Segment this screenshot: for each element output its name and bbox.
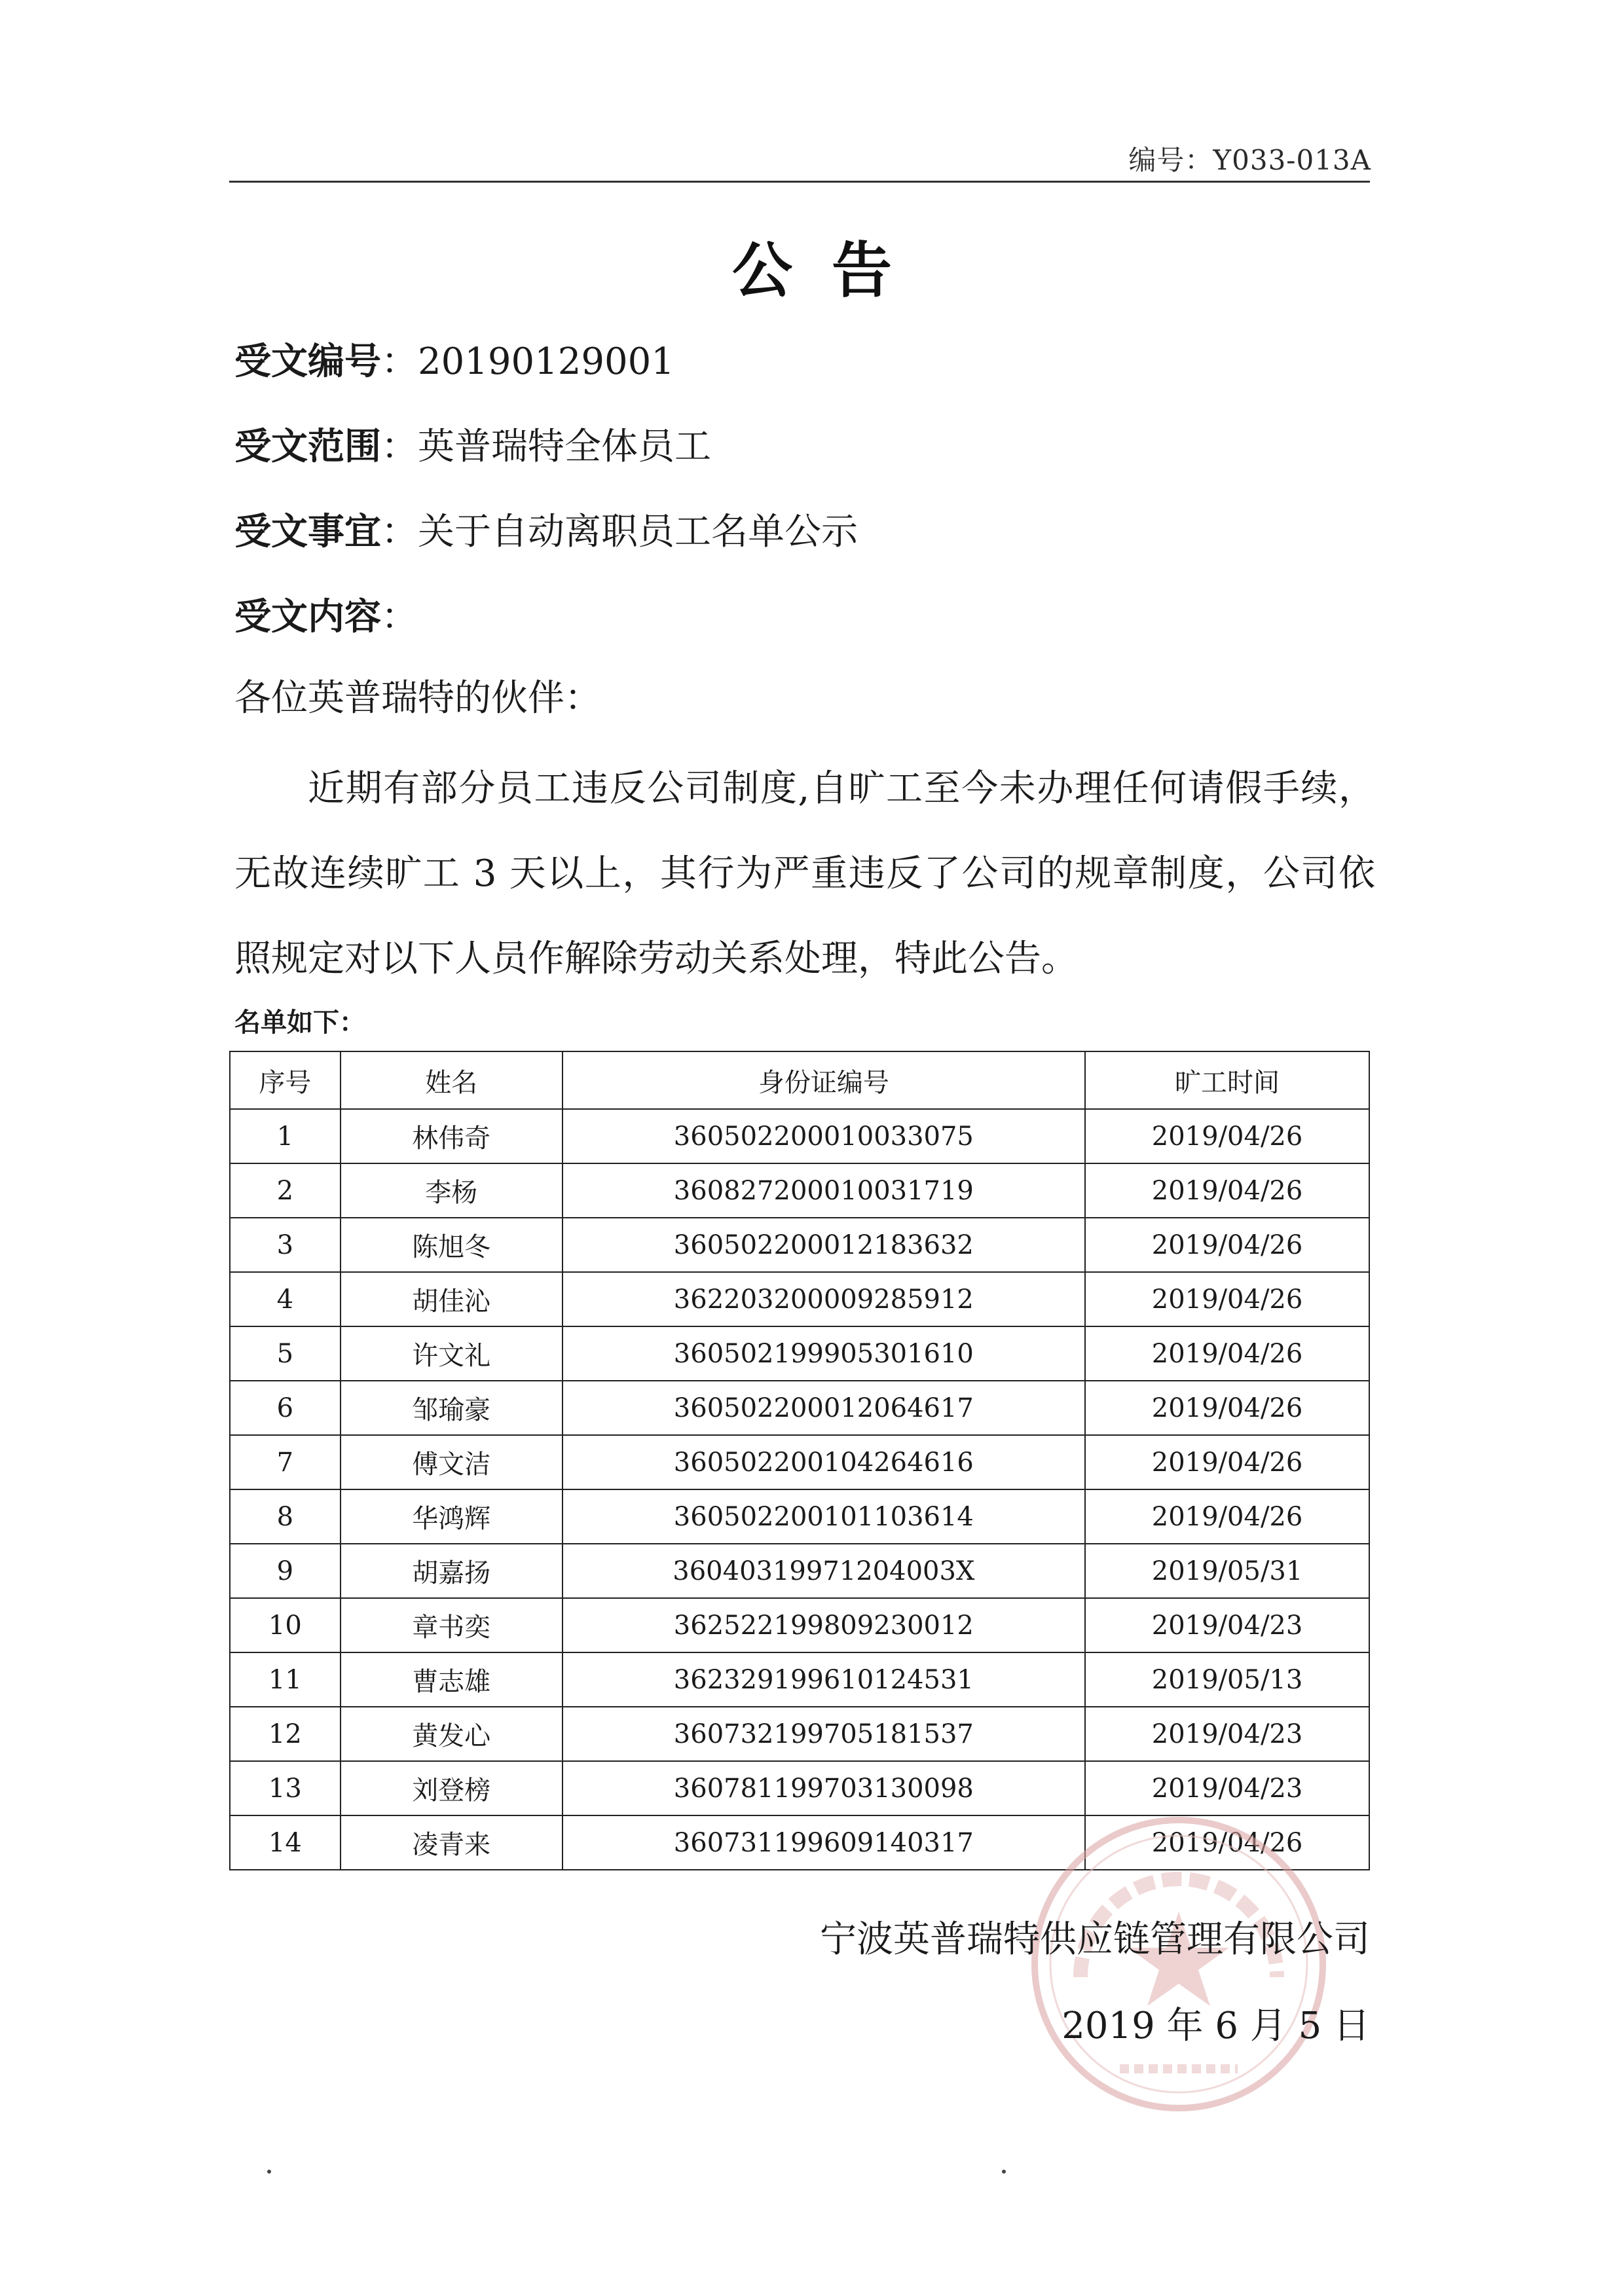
scan-dot [267,2170,271,2174]
cell-index: 2 [230,1163,341,1218]
table-row [230,1652,1369,1707]
cell-index: 6 [230,1381,341,1435]
table-row [230,1272,1369,1326]
cell-index: 4 [230,1272,341,1326]
table-row [230,1218,1369,1272]
cell-id-number: 360732199705181537 [563,1707,1085,1761]
content-field [234,588,418,640]
table-row [230,1381,1369,1435]
scope-label: 受文范围 ： [234,426,418,468]
cell-index: 14 [230,1815,341,1870]
cell-index: 5 [230,1326,341,1381]
table-row [230,1163,1369,1218]
cell-absence-date: 2019/05/13 [1085,1652,1369,1707]
cell-id-number: 360731199609140317 [563,1815,1085,1870]
cell-name: 陈旭冬 [341,1218,563,1272]
cell-id-number: 360827200010031719 [563,1163,1085,1218]
table-header-row [230,1051,1369,1109]
subject-label: 受文事宜 ： [234,511,418,553]
cell-name: 傅文洁 [341,1435,563,1489]
cell-absence-date: 2019/04/26 [1085,1272,1369,1326]
cell-absence-date: 2019/04/26 [1085,1815,1369,1870]
header-id-number: 身份证编号 [563,1051,1085,1109]
document-number: 编号：Y033-013A [1128,144,1371,176]
cell-absence-date: 2019/04/23 [1085,1598,1369,1652]
cell-name: 刘登榜 [341,1761,563,1815]
cell-id-number: 362329199610124531 [563,1652,1085,1707]
issue-date: 2019 年 6 月 5 日 [1061,2005,1370,2047]
table-row [230,1435,1369,1489]
cell-absence-date: 2019/04/26 [1085,1489,1369,1544]
cell-index: 10 [230,1598,341,1652]
cell-absence-date: 2019/04/26 [1085,1435,1369,1489]
cell-name: 许文礼 [341,1326,563,1381]
cell-absence-date: 2019/04/23 [1085,1707,1369,1761]
cell-absence-date: 2019/04/26 [1085,1109,1369,1163]
table-row [230,1109,1369,1163]
list-label: 名单如下： [234,1008,365,1038]
cell-id-number: 362522199809230012 [563,1598,1085,1652]
cell-id-number: 362203200009285912 [563,1272,1085,1326]
company-seal-icon [1022,1807,1336,2121]
greeting: 各位英普瑞特的伙伴： [234,677,601,720]
cell-index: 12 [230,1707,341,1761]
cell-id-number: 360502200012064617 [563,1381,1085,1435]
page-title: 公告 [731,236,931,306]
subject-field [234,503,858,555]
doc-no-value: 20190129001 [418,340,674,383]
table-row [230,1598,1369,1652]
table-row [230,1326,1369,1381]
cell-index: 3 [230,1218,341,1272]
company-name: 宁波英普瑞特供应链管理有限公司 [820,1918,1370,1961]
doc-no-label: 受文编号 ： [234,340,418,383]
scope-value: 英普瑞特全体员工 [418,426,711,468]
cell-index: 8 [230,1489,341,1544]
cell-absence-date: 2019/04/26 [1085,1163,1369,1218]
cell-absence-date: 2019/04/26 [1085,1218,1369,1272]
cell-id-number: 360781199703130098 [563,1761,1085,1815]
table-row [230,1707,1369,1761]
table-row [230,1489,1369,1544]
cell-name: 华鸿辉 [341,1489,563,1544]
subject-value: 关于自动离职员工名单公示 [418,511,858,553]
header-name: 姓名 [341,1051,563,1109]
cell-id-number: 360502199905301610 [563,1326,1085,1381]
cell-name: 胡佳沁 [341,1272,563,1326]
cell-name: 李杨 [341,1163,563,1218]
scope-field [234,418,711,470]
cell-absence-date: 2019/04/26 [1085,1381,1369,1435]
doc-no-field [234,333,674,385]
scan-dot [1002,2170,1006,2174]
cell-id-number: 360502200010033075 [563,1109,1085,1163]
header-absence-date: 旷工时间 [1085,1051,1369,1109]
cell-index: 7 [230,1435,341,1489]
cell-absence-date: 2019/04/23 [1085,1761,1369,1815]
cell-index: 13 [230,1761,341,1815]
table-row [230,1544,1369,1598]
cell-index: 1 [230,1109,341,1163]
header-rule [229,181,1370,183]
cell-name: 章书奕 [341,1598,563,1652]
body-paragraph: 近期有部分员工违反公司制度,自旷工至今未办理任何请假手续，无故连续旷工 3 天以上，其行为严重违反了公司的规章制度，公司依照规定对以下人员作解除劳动关系处理，特此公告。 [234,767,1375,980]
header-index: 序号 [230,1051,341,1109]
cell-absence-date: 2019/05/31 [1085,1544,1369,1598]
cell-index: 11 [230,1652,341,1707]
cell-id-number: 360502200101103614 [563,1489,1085,1544]
cell-name: 胡嘉扬 [341,1544,563,1598]
cell-id-number: 360502200012183632 [563,1218,1085,1272]
cell-id-number: 360502200104264616 [563,1435,1085,1489]
cell-name: 邹瑜豪 [341,1381,563,1435]
cell-index: 9 [230,1544,341,1598]
cell-name: 黄发心 [341,1707,563,1761]
content-label: 受文内容 ： [234,596,418,638]
cell-name: 凌青来 [341,1815,563,1870]
cell-absence-date: 2019/04/26 [1085,1326,1369,1381]
cell-name: 曹志雄 [341,1652,563,1707]
cell-name: 林伟奇 [341,1109,563,1163]
cell-id-number: 36040319971204003X [563,1544,1085,1598]
roster-table [229,1051,1370,1870]
